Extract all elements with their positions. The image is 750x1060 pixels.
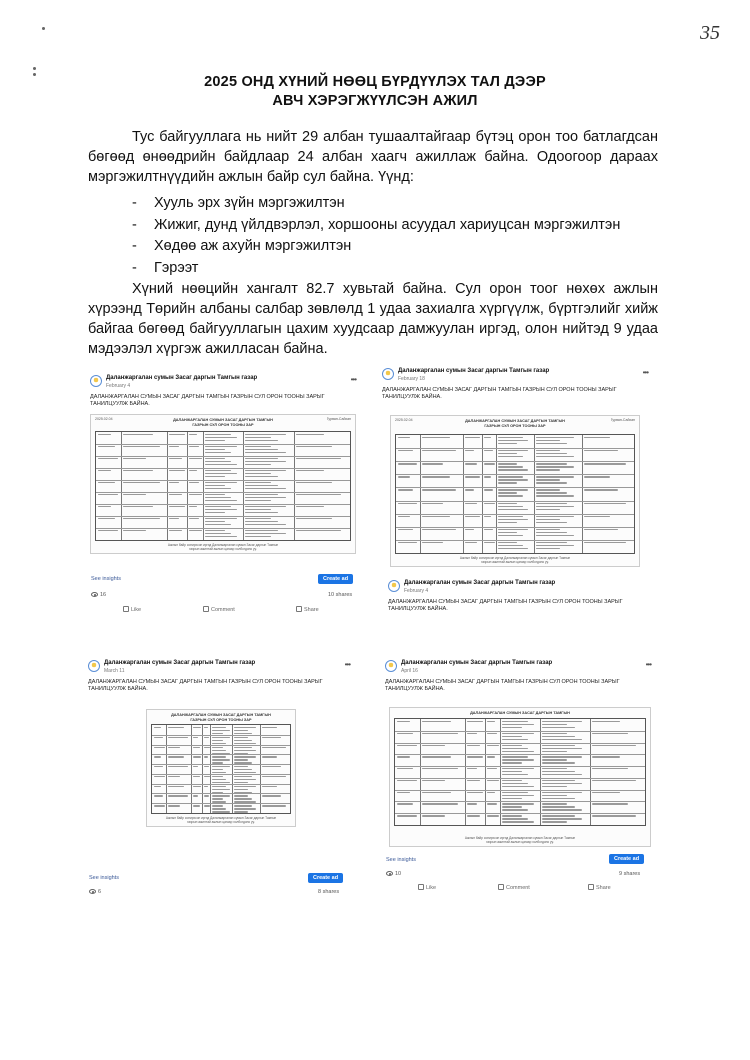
- list-item: - Хууль эрх зүйн мэргэжилтэн: [132, 193, 620, 215]
- more-options-icon[interactable]: •••: [645, 660, 651, 669]
- facebook-post: [380, 365, 652, 570]
- paragraph-staffing: Тус байгууллага нь нийт 29 албан тушаалтайгаар бүтэц орон тоо батлагдсан бөгөөд өнөөдрийн байдлаар 24 албан хаагч ажиллаж байна. Одоогоор дараах мэргэжилтнүүдийн ажлын байр сул байна. Үүнд:: [88, 129, 658, 185]
- doc-footer: Ажлын байр сонирхсон иргэд Даланжаргалан сумын Засаг даргын Тамгын газрын ажилтай ажлын цагаар холбогдоно уу.: [459, 556, 571, 564]
- vacancy-document-image[interactable]: [90, 414, 356, 554]
- post-reach: 6: [89, 889, 101, 895]
- document-title: [0, 73, 750, 111]
- like-icon: [123, 606, 129, 612]
- post-page-name[interactable]: Даланжаргалан сумын Засаг даргын Тамгын газар: [104, 660, 256, 666]
- facebook-post: [86, 657, 354, 901]
- vacancy-document-image[interactable]: [146, 709, 296, 827]
- post-date[interactable]: February 4: [106, 383, 131, 389]
- doc-date: 2025.02.04: [95, 417, 113, 421]
- doc-date: 2025.02.04: [395, 418, 413, 422]
- post-page-name[interactable]: Даланжаргалан сумын Засаг даргын Тамгын газар: [401, 660, 553, 666]
- post-caption: ДАЛАНЖАРГАЛАН СУМЫН ЗАСАГ ДАРГЫН ТАМГЫН ГАЗРЫН СУЛ ОРОН ТООНЫ ЗАРЫГ ТАНИЛЦУУЛЖ БАЙНА.: [382, 387, 617, 400]
- more-options-icon[interactable]: •••: [642, 368, 648, 377]
- doc-footer: Ажлын байр сонирхсон иргэд Даланжаргалан сумын Засаг даргын Тамгын газрын ажилтай ажлын цагаар холбогдоно уу.: [464, 836, 576, 844]
- post-caption: ДАЛАНЖАРГАЛАН СУМЫН ЗАСАГ ДАРГЫН ТАМГЫН ГАЗРЫН СУЛ ОРОН ТООНЫ ЗАРЫГ ТАНИЛЦУУЛЖ БАЙНА.: [385, 679, 620, 692]
- post-page-name[interactable]: Даланжаргалан сумын Засаг даргын Тамгын газар: [106, 375, 258, 381]
- comment-button[interactable]: Comment: [498, 884, 530, 891]
- scan-mark: [33, 67, 36, 70]
- vacancy-list: [132, 193, 620, 279]
- list-item: - Гэрээт: [132, 258, 620, 280]
- doc-ref: Гурван-Сайхан: [326, 417, 351, 421]
- post-date[interactable]: February 18: [398, 376, 425, 382]
- facebook-post: [383, 657, 655, 893]
- post-date[interactable]: March 11: [104, 668, 125, 674]
- page-number: 35: [700, 22, 720, 44]
- facebook-post: [386, 577, 654, 619]
- post-reach: 16: [91, 592, 106, 598]
- share-icon: [296, 606, 302, 612]
- title-line-2: АВЧ ХЭРЭГЖҮҮЛСЭН АЖИЛ: [272, 93, 478, 109]
- scan-mark: [42, 27, 45, 30]
- page-logo-icon: [90, 375, 102, 387]
- post-date[interactable]: April 16: [401, 668, 418, 674]
- list-item: - Жижиг, дунд үйлдвэрлэл, хоршооны асуудал хариуцсан мэргэжилтэн: [132, 215, 620, 237]
- see-insights-link[interactable]: See insights: [91, 576, 121, 582]
- reach-icon: [89, 889, 96, 894]
- doc-title: ДАЛАНЖАРГАЛАН СУМЫН ЗАСАГ ДАРГЫН ТАМГЫН ГАЗРЫН СУЛ ОРОН ТООНЫ ЗАР: [465, 419, 565, 428]
- create-ad-button[interactable]: Create ad: [308, 873, 343, 883]
- doc-table: [151, 724, 291, 814]
- doc-title: ДАЛАНЖАРГАЛАН СУМЫН ЗАСАГ ДАРГЫН ТАМГЫН: [470, 711, 570, 715]
- create-ad-button[interactable]: Create ad: [609, 854, 644, 864]
- doc-footer: Ажлын байр сонирхсон иргэд Даланжаргалан сумын Засаг даргын Тамгын газрын ажилтай ажлын цагаар холбогдоно уу.: [167, 543, 279, 551]
- reach-icon: [91, 592, 98, 597]
- list-item: - Хөдөө аж ахуйн мэргэжилтэн: [132, 236, 620, 258]
- page-logo-icon: [385, 660, 397, 672]
- more-options-icon[interactable]: •••: [344, 660, 350, 669]
- more-options-icon[interactable]: •••: [350, 375, 356, 384]
- doc-table: [395, 434, 635, 554]
- comment-button[interactable]: Comment: [203, 606, 235, 613]
- paragraph-recruitment: Хүний нөөцийн хангалт 82.7 хувьтай байна. Сул орон тоог нөхөх ажлын хүрээнд Төрийн албаны салбар зөвлөлд 1 удаа захиалга хүргүүлж, бүртгэлийг хийж байгаа бөгөөд байгууллагын цахим хуудсаар дамжуулан иргэд, олон нийтэд 9 удаа мэдээлэл хүргэж ажилласан байна.: [88, 281, 658, 357]
- create-ad-button[interactable]: Create ad: [318, 574, 353, 584]
- like-icon: [418, 884, 424, 890]
- post-date[interactable]: February 4: [404, 588, 429, 594]
- doc-footer: Ажлын байр сонирхсон иргэд Даланжаргалан сумын Засаг даргын Тамгын газрын ажилтай ажлын цагаар холбогдоно уу.: [165, 816, 277, 824]
- post-shares[interactable]: 9 shares: [619, 871, 641, 877]
- post-caption: ДАЛАНЖАРГАЛАН СУМЫН ЗАСАГ ДАРГЫН ТАМГЫН ГАЗРЫН СУЛ ОРОН ТООНЫ ЗАРЫГ ТАНИЛЦУУЛЖ БАЙНА.: [90, 394, 325, 407]
- like-button[interactable]: Like: [418, 884, 436, 891]
- share-button[interactable]: Share: [296, 606, 319, 613]
- share-icon: [588, 884, 594, 890]
- page-logo-icon: [382, 368, 394, 380]
- vacancy-document-image[interactable]: [389, 707, 651, 847]
- doc-title: ДАЛАНЖАРГАЛАН СУМЫН ЗАСАГ ДАРГЫН ТАМГЫН ГАЗРЫН СУЛ ОРОН ТООНЫ ЗАР: [171, 713, 271, 722]
- doc-title: ДАЛАНЖАРГАЛАН СУМЫН ЗАСАГ ДАРГЫН ТАМГЫН ГАЗРЫН СУЛ ОРОН ТООНЫ ЗАР: [173, 418, 273, 427]
- title-line-1: 2025 ОНД ХҮНИЙ НӨӨЦ БҮРДҮҮЛЭХ ТАЛ ДЭЭР: [204, 74, 546, 90]
- page-logo-icon: [388, 580, 400, 592]
- post-page-name[interactable]: Даланжаргалан сумын Засаг даргын Тамгын газар: [404, 580, 556, 586]
- post-caption: ДАЛАНЖАРГАЛАН СУМЫН ЗАСАГ ДАРГЫН ТАМГЫН ГАЗРЫН СУЛ ОРОН ТООНЫ ЗАРЫГ ТАНИЛЦУУЛЖ БАЙНА.: [88, 679, 323, 692]
- see-insights-link[interactable]: See insights: [89, 875, 119, 881]
- doc-table: [394, 718, 646, 826]
- vacancy-document-image[interactable]: [390, 415, 640, 567]
- post-shares[interactable]: 10 shares: [328, 592, 353, 598]
- reach-icon: [386, 871, 393, 876]
- comment-icon: [203, 606, 209, 612]
- share-button[interactable]: Share: [588, 884, 611, 891]
- post-caption: ДАЛАНЖАРГАЛАН СУМЫН ЗАСАГ ДАРГЫН ТАМГЫН ГАЗРЫН СУЛ ОРОН ТООНЫ ЗАРЫГ ТАНИЛЦУУЛЖ БАЙНА.: [388, 599, 623, 612]
- post-shares[interactable]: 8 shares: [318, 889, 340, 895]
- page-logo-icon: [88, 660, 100, 672]
- post-reach: 10: [386, 871, 401, 877]
- post-page-name[interactable]: Даланжаргалан сумын Засаг даргын Тамгын газар: [398, 368, 550, 374]
- facebook-post: [88, 372, 360, 618]
- like-button[interactable]: Like: [123, 606, 141, 613]
- comment-icon: [498, 884, 504, 890]
- doc-table: [95, 431, 351, 541]
- doc-ref: Гурван-Сайхан: [610, 418, 635, 422]
- see-insights-link[interactable]: See insights: [386, 857, 416, 863]
